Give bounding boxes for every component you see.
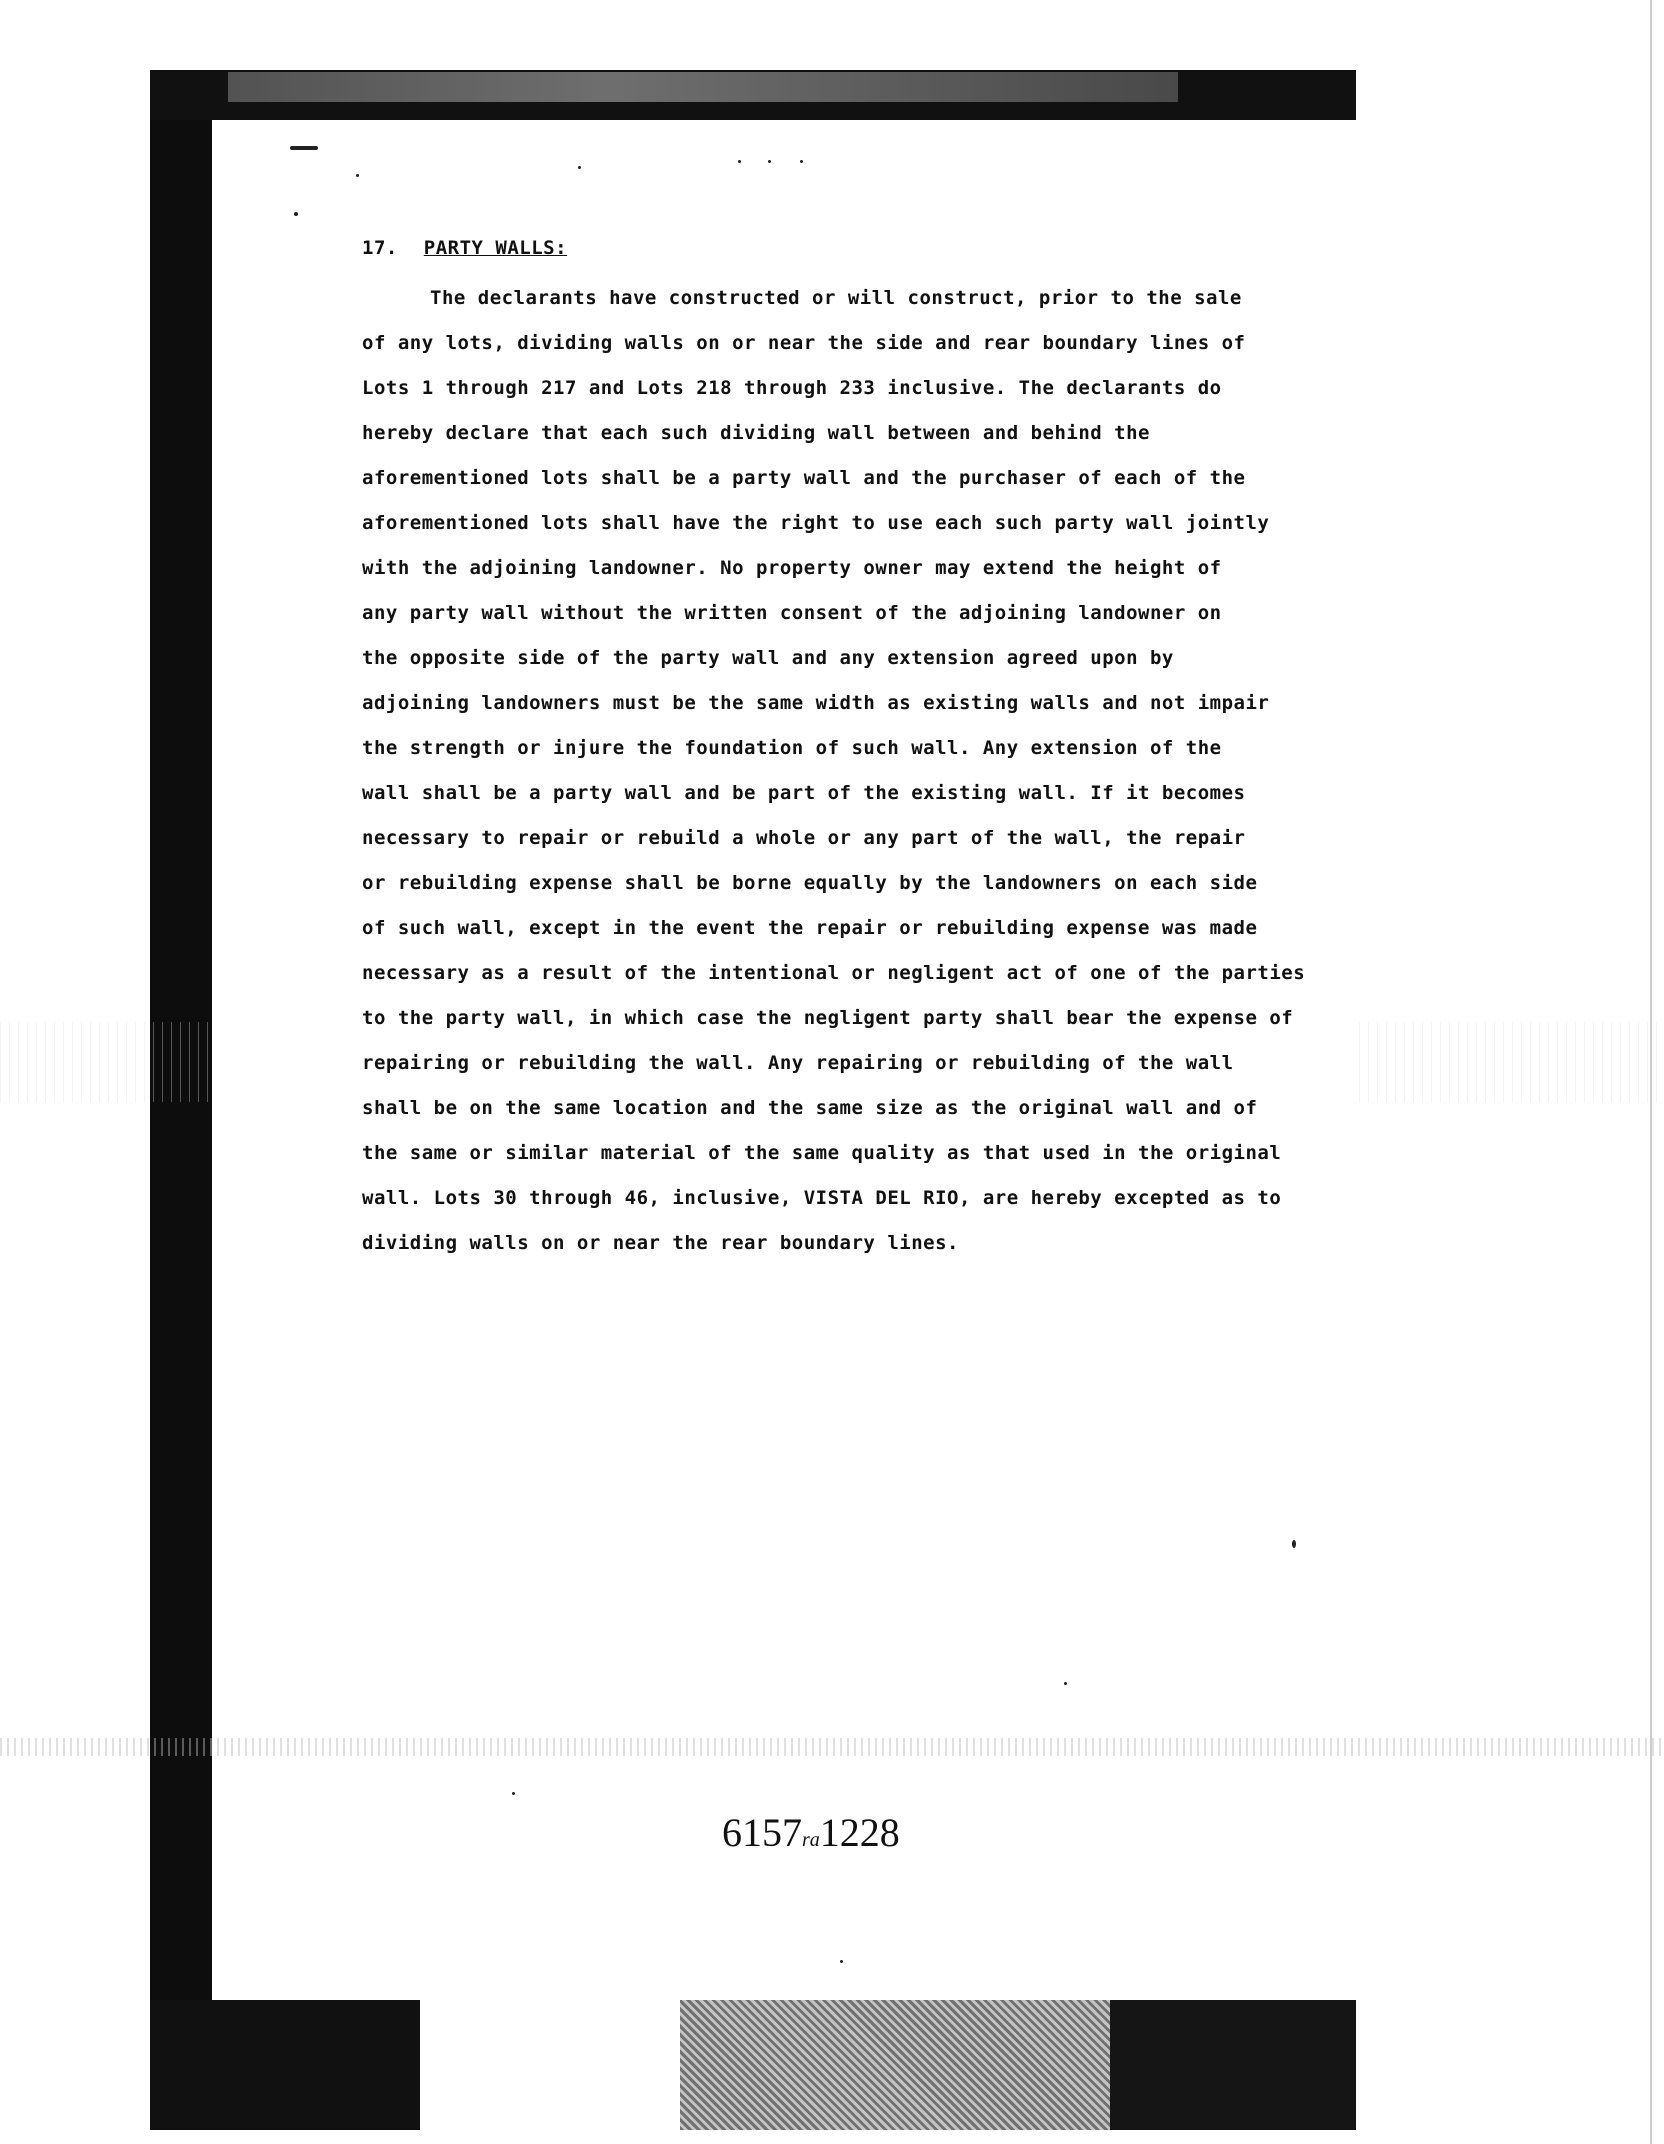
paragraph-line: repairing or rebuilding the wall. Any repairing or rebuilding of the wall: [362, 1052, 1234, 1074]
paragraph-line: Lots 1 through 217 and Lots 218 through 233 inclusive. The declarants do: [362, 377, 1222, 399]
paragraph-line: shall be on the same location and the same size as the original wall and of: [362, 1097, 1258, 1119]
paragraph-line: adjoining landowners must be the same width as existing walls and not impair: [362, 692, 1270, 714]
book-number: 6157: [722, 1810, 802, 1855]
paragraph-line: aforementioned lots shall have the right to use each such party wall jointly: [362, 512, 1270, 534]
paragraph-line: necessary to repair or rebuild a whole or any part of the wall, the repair: [362, 827, 1246, 849]
paragraph-line: the same or similar material of the same quality as that used in the original: [362, 1142, 1282, 1164]
scan-speck: [578, 166, 581, 169]
paragraph-line: or rebuilding expense shall be borne equally by the landowners on each side: [362, 872, 1258, 894]
scan-border-bottom-right: [1110, 2000, 1356, 2130]
book-page-number: [722, 1808, 942, 1865]
scan-speck: [1064, 1682, 1067, 1685]
scan-border-bottom-left: [150, 2000, 420, 2130]
scan-speck: [512, 1792, 515, 1795]
paragraph-line: wall. Lots 30 through 46, inclusive, VISTA DEL RIO, are hereby excepted as to: [362, 1187, 1282, 1209]
paragraph-line: the opposite side of the party wall and any extension agreed upon by: [362, 647, 1174, 669]
paragraph-line: any party wall without the written consent of the adjoining landowner on: [362, 602, 1222, 624]
paragraph-line: with the adjoining landowner. No property owner may extend the height of: [362, 557, 1222, 579]
section-number: 17.: [362, 237, 398, 259]
section-heading: [362, 236, 1262, 260]
paragraph-line: hereby declare that each such dividing wall between and behind the: [362, 422, 1150, 444]
paragraph-line: The declarants have constructed or will construct, prior to the sale: [430, 287, 1242, 309]
paragraph-line: aforementioned lots shall be a party wall and the purchaser of each of the: [362, 467, 1246, 489]
paragraph-line: to the party wall, in which case the negligent party shall bear the expense of: [362, 1007, 1294, 1029]
paragraph-line: necessary as a result of the intentional or negligent act of one of the parties: [362, 962, 1306, 984]
scan-speck: [294, 212, 298, 216]
scan-speck: [290, 146, 318, 150]
paragraph-line: dividing walls on or near the rear boundary lines.: [362, 1232, 959, 1254]
scan-speck: [1292, 1540, 1296, 1548]
page-number: 1228: [819, 1810, 900, 1855]
paragraph-line: the strength or injure the foundation of such wall. Any extension of the: [362, 737, 1222, 759]
scan-speck: [840, 1960, 843, 1963]
scan-border-top-highlight: [228, 72, 1178, 102]
scan-speck: [800, 160, 803, 163]
scan-speck: [356, 174, 359, 177]
scan-speck: [738, 160, 741, 163]
paragraph-line: of such wall, except in the event the repair or rebuilding expense was made: [362, 917, 1258, 939]
section-title: PARTY WALLS:: [423, 237, 568, 259]
book-page-separator: ra: [802, 1829, 820, 1851]
paragraph-line: of any lots, dividing walls on or near the side and rear boundary lines of: [362, 332, 1246, 354]
scan-speck: [768, 160, 771, 163]
scan-noise-band-lower: [0, 1738, 1664, 1756]
scan-noise-bottom: [680, 2000, 1110, 2130]
paragraph-line: wall shall be a party wall and be part of the existing wall. If it becomes: [362, 782, 1246, 804]
section-content: [362, 236, 1306, 1266]
